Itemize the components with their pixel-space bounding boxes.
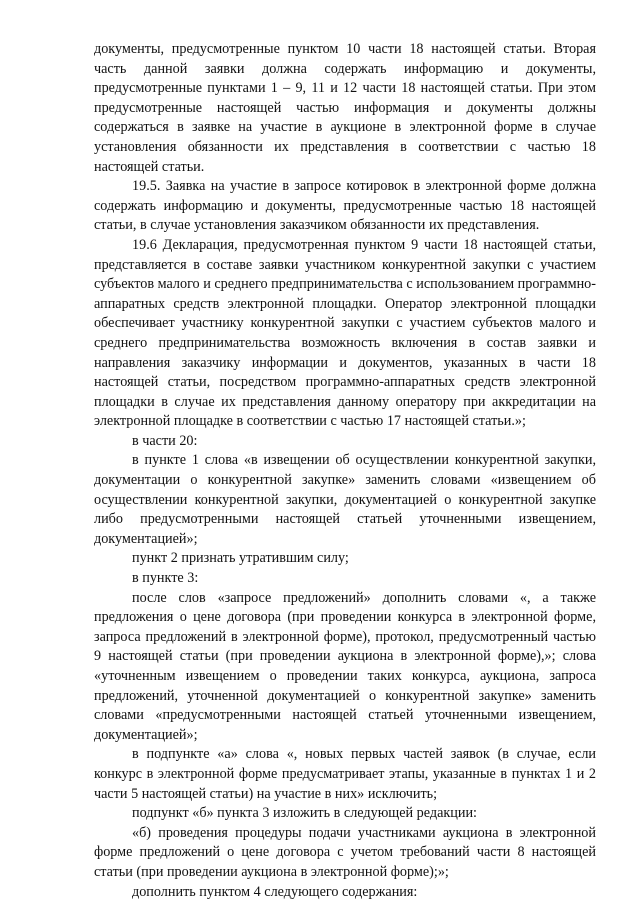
paragraph-point-1: в пункте 1 слова «в извещении об осуществлении конкурентной закупки, документации о конкурентной закупке» заменить словами «извещением об осуществлении конкурентной закупки, документацией о конкурентной закупке либо предусмотренными настоящей статьей уточненными извещением, документацией»; xyxy=(94,452,596,547)
paragraph-subpoint-a: в подпункте «а» слова «, новых первых частей заявок (в случае, если конкурс в электронной форме предусматривает этапы, указанные в пунктах 1 и 2 части 5 настоящей статьи) на участие в них» исключить; xyxy=(94,746,596,802)
paragraph-point-2: пункт 2 признать утратившим силу; xyxy=(132,550,349,567)
paragraph-point-3: в пункте 3: xyxy=(132,570,199,587)
paragraph-continuation: документы, предусмотренные пунктом 10 части 18 настоящей статьи. Вторая часть данной заявки должна содержать информацию и документы, предусмотренные пунктами 1 – 9, 11 и 12 части 18 настоящей статьи. При этом предусмотренные настоящей частью информация и документы должны содержаться в заявке на участие в аукционе в электронной форме в случае установления обязанности их представления в соответствии с частью 18 настоящей статьи. xyxy=(94,41,596,175)
paragraph-subpoint-b-intro: подпункт «б» пункта 3 изложить в следующей редакции: xyxy=(132,805,477,822)
paragraph-part-20: в части 20: xyxy=(132,432,198,449)
paragraph-19-5: 19.5. Заявка на участие в запросе котировок в электронной форме должна содержать информацию и документы, предусмотренные частью 18 настоящей статьи, в случае установления заказчиком обязанности их представления. xyxy=(94,178,596,234)
paragraph-subpoint-b-text: «б) проведения процедуры подачи участниками аукциона в электронной форме предложений о цене договора с учетом требований части 8 настоящей статьи (при проведении аукциона в электронной форме);»; xyxy=(94,824,596,880)
paragraph-19-6: 19.6 Декларация, предусмотренная пунктом 9 части 18 настоящей статьи, представляется в составе заявки участником конкурентной закупки с участием субъектов малого и среднего предпринимательства с использованием программно-аппаратных средств электронной площадки. Оператор электронной площадки обеспечивает участнику конкурентной закупки с участием субъектов малого и среднего предпринимательства возможность включения в состав заявки и направления заказчику информации и документов, указанных в части 18 настоящей статьи, посредством программно-аппаратных средств электронной площадки в случае их представления данному оператору при аккредитации на электронной площадке в соответствии с частью 17 настоящей статьи.»; xyxy=(94,236,596,430)
paragraph-point-4: дополнить пунктом 4 следующего содержания: xyxy=(132,883,418,900)
paragraph-after-words: после слов «запросе предложений» дополнить словами «, а также предложения о цене договора (при проведении конкурса в электронной форме, запроса предложений в электронной форме), протокол, предусмотренный частью 9 настоящей статьи (при проведении аукциона в электронной форме),»; слова «уточненным извещением о проведении таких конкурса, аукциона, запроса предложений, уточненной документацией о конкурентной закупке» заменить словами «предусмотренными настоящей статьей уточненными извещением, документацией»; xyxy=(94,589,596,743)
document-page xyxy=(94,40,596,902)
